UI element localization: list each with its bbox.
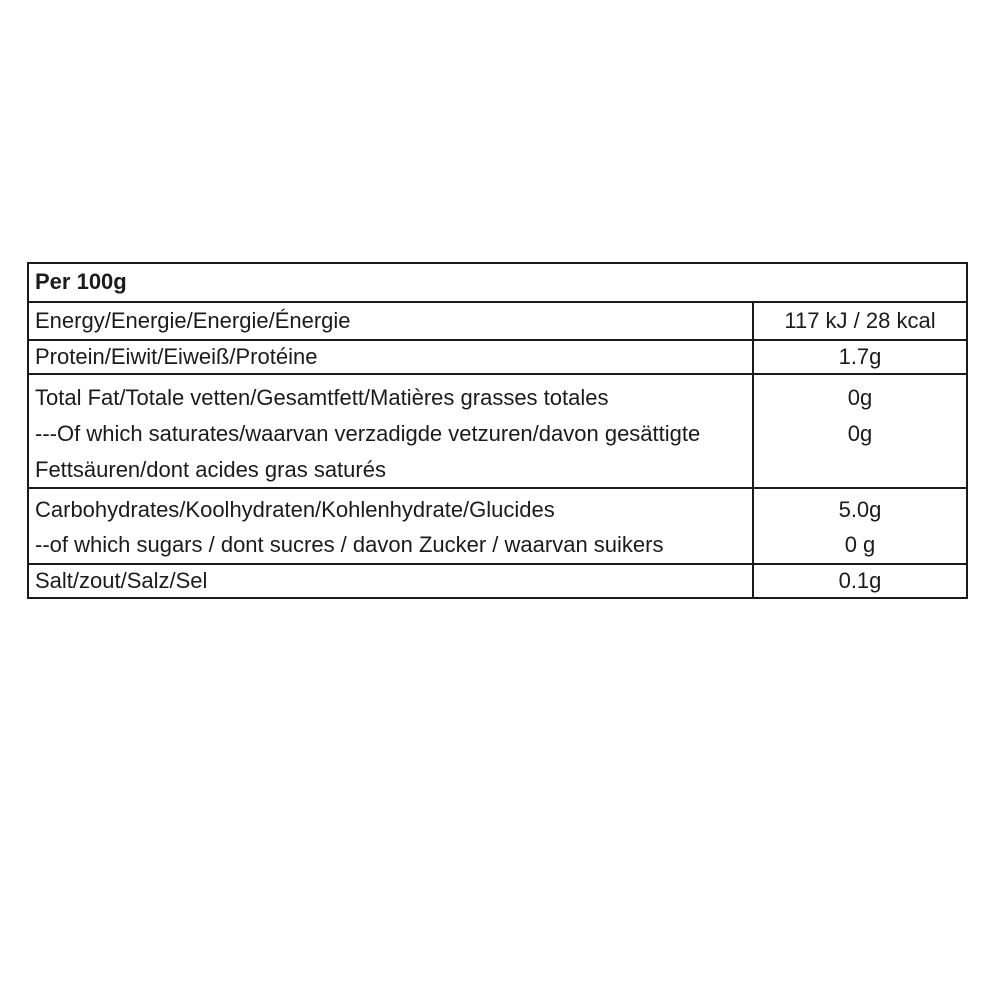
row-energy [29,301,966,339]
fat-value: 0g [847,385,873,410]
carbohydrates-label-line-2: --of which sugars / dont sucres / davon Zucker / waarvan suikers [35,532,664,557]
energy-label: Energy/Energie/Energie/Énergie [35,307,351,333]
nutrition-table [27,262,968,599]
fat-label-line-1: Total Fat/Totale vetten/Gesamtfett/Matières grasses totales [35,385,609,410]
carbohydrates-value: 5.0g [838,497,882,522]
row-salt [29,563,966,597]
sugars-value: 0 g [844,532,876,557]
row-carbohydrates [29,487,966,563]
table-header-row [29,264,966,301]
salt-label: Salt/zout/Salz/Sel [35,567,208,593]
saturates-value: 0g [847,421,873,446]
row-total-fat [29,373,966,487]
fat-label [29,375,752,487]
carbohydrates-values [752,489,966,563]
fat-values [752,375,966,487]
energy-value: 117 kJ / 28 kcal [752,303,966,339]
salt-value: 0.1g [752,565,966,597]
table-title: Per 100g [35,269,127,295]
protein-value: 1.7g [752,341,966,373]
fat-label-line-3: Fettsäuren/dont acides gras saturés [35,457,386,482]
row-protein [29,339,966,373]
fat-label-line-2: ---Of which saturates/waarvan verzadigde vetzuren/davon gesättigte [35,421,701,446]
carbohydrates-label-line-1: Carbohydrates/Koolhydraten/Kohlenhydrate/Glucides [35,497,555,522]
carbohydrates-label [29,489,752,563]
protein-label: Protein/Eiwit/Eiweiß/Protéine [35,343,318,369]
